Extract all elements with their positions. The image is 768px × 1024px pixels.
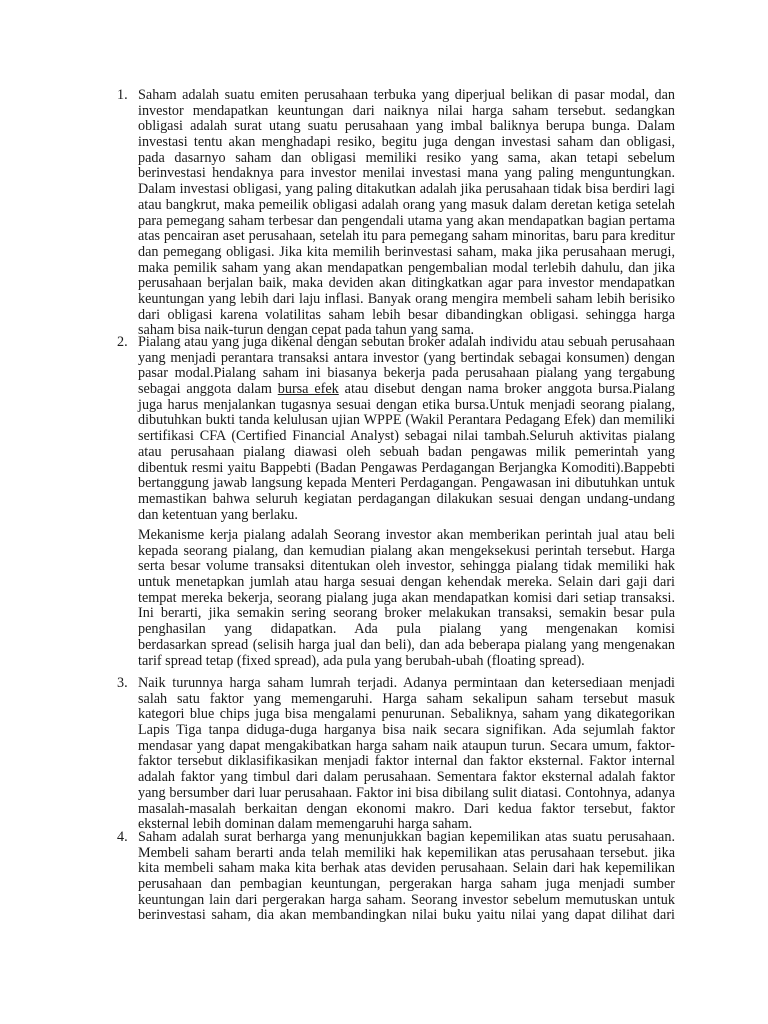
text-line: atau bangkrut, maka pemeilik obligasi adalah orang yang masuk dalam deretan ketiga setelah	[138, 196, 675, 213]
text-line: tempat mereka bekerja, seorang pialang juga akan mendapatkan komisi dari setiap transaksi.	[138, 589, 675, 606]
text-line: faktor tersebut diklasifikasikan menjadi faktor internal dan faktor eksternal. Faktor internal	[138, 753, 675, 770]
text-line: kita membeli saham maka kita berhak atas deviden perusahaan. Selain dari hak kepemilikan	[138, 860, 675, 877]
text-line: berinvestasi hendaknya para investor menilai investasi mana yang paling menguntungkan.	[138, 165, 675, 182]
text-line: investasi tentu akan menghadapi resiko, begitu juga dengan investasi saham dan obligasi,	[138, 134, 675, 151]
text-line: kepada seorang pialang, dan kemudian pialang akan mengeksekusi perintah tersebut. Harga	[138, 542, 675, 559]
paragraph	[138, 830, 675, 924]
text-line: atau perusahaan pialang diawasi oleh sebuah badan pengawas milik pemerintah yang	[138, 443, 675, 460]
text-line: juga harus menjalankan tugasnya sesuai dengan etika bursa.Untuk menjadi seorang pialang,	[138, 396, 675, 413]
text-line: pada dasarnyo saham dan obligasi memiliki resiko yang sama, akan tetapi sebelum	[138, 149, 675, 166]
text-line: untuk menetapkan jumlah atau harga sesuai dengan kehendak mereka. Selain dari gaji dari	[138, 574, 675, 591]
text-line: Dalam investasi obligasi, yang paling ditakutkan adalah jika perusahaan tidak bisa berdiri lagi	[138, 181, 675, 198]
text-line: sertifikasi CFA (Certified Financial Analyst) sebagai nilai tambah.Seluruh aktivitas pialang	[138, 428, 675, 445]
text-line: Mekanisme kerja pialang adalah Seorang investor akan memberikan perintah jual atau beli	[138, 527, 675, 543]
text-line: penghasilan yang didapatkan. Ada pula pialang yang mengenakan komisi	[138, 621, 675, 638]
text-line: yang bersumber dari luar perusahaan. Faktor ini bisa dibilang sulit diatasi. Contohnya, adanya	[138, 784, 675, 801]
text-run: atau disebut dengan nama broker anggota bursa.Pialang	[338, 381, 675, 398]
text-line: Ini berarti, jika semakin sering seorang broker melakukan transaksi, semakin besar pula	[138, 605, 675, 622]
text-line: perusahaan dan pembagian keuntungan, pergerakan harga saham juga menjadi sumber	[138, 876, 675, 893]
text-line: Saham adalah surat berharga yang menunjukkan bagian kepemilikan atas suatu perusahaan.	[138, 829, 675, 845]
text-line: atas pencairan aset perusahaan, setelah itu para pemegang saham minoritas, baru para kreditur	[138, 228, 675, 245]
text-line: mendasar yang dapat mengakibatkan harga saham naik ataupun turun. Secara umum, faktor-	[138, 737, 675, 754]
text-line: maka pemilik saham yang akan mendapatkan pengembalian modal terlebih dahulu, dan jika	[138, 259, 675, 276]
text-line: saham bisa naik-turun dengan cepat pada tahun yang sama.	[138, 322, 475, 339]
text-line: Naik turunnya harga saham lumrah terjadi. Adanya permintaan dan ketersediaan menjadi	[138, 675, 675, 691]
list-number: 4.	[117, 829, 128, 845]
text-line: Membeli saham berarti anda telah memiliki hak kepemilikan atas perusahaan tersebut. jika	[138, 844, 675, 861]
bursa-efek-link[interactable]: bursa efek	[277, 381, 339, 398]
text-run: sebagai anggota dalam	[138, 381, 278, 398]
text-line: adalah faktor yang timbul dari dalam perusahaan. Sementara faktor eksternal adalah faktor	[138, 769, 675, 786]
text-line: perusahaan berjalan baik, maka deviden akan ditingkatkan agar para investor mendapatkan	[138, 275, 675, 292]
text-line: investor mendapatkan keuntungan dari naiknya nilai harga saham tersebut. sedangkan	[138, 102, 675, 119]
text-line: keuntungan lain dari pergerakan harga saham. Seorang investor sebelum memutuskan untuk	[138, 891, 675, 908]
text-line: salah satu faktor yang memengaruhi. Harga saham sekalipun saham tersebut masuk	[138, 690, 675, 707]
text-line: Lapis Tiga tanpa diduga-duga harganya bisa naik secara signifikan. Ada sejumlah faktor	[138, 722, 675, 739]
text-line: dari obligasi karena volatilitas saham lebih besar dibandingkan obligasi. sehingga harga	[138, 306, 675, 323]
text-line-with-link	[138, 382, 675, 398]
text-line: dan ketentuan yang berlaku.	[138, 506, 298, 523]
text-line: serta besar volume transaksi ditentukan oleh investor, sehingga pialang tidak memiliki hak	[138, 558, 675, 575]
text-line: berinvestasi saham, dia akan membandingkan nilai buku yaitu nilai yang dapat dilihat dari	[138, 907, 675, 924]
paragraph	[138, 88, 675, 339]
text-line: bertanggung jawab langsung kepada Menteri Perdagangan. Pengawasan ini dibutuhkan untuk	[138, 475, 675, 492]
list-number: 3.	[117, 675, 128, 691]
text-line: dibutuhkan bukti tanda kelulusan ujian WPPE (Wakil Perantara Pedagang Efek) dan memiliki	[138, 412, 675, 429]
paragraph	[138, 676, 675, 833]
text-line: Pialang atau yang juga dikenal dengan sebutan broker adalah individu atau sebuah perusahaan	[138, 334, 675, 350]
text-line: keuntungan yang lebih dari laju inflasi. Banyak orang mengira membeli saham lebih berisiko	[138, 290, 675, 307]
paragraph	[138, 335, 675, 523]
list-number: 1.	[117, 87, 128, 103]
text-line: Saham adalah suatu emiten perusahaan terbuka yang diperjual belikan di pasar modal, dan	[138, 87, 675, 103]
list-number: 2.	[117, 334, 128, 350]
text-line: pasar modal.Pialang saham ini biasanya bekerja pada perusahaan pialang yang tergabung	[138, 365, 675, 382]
text-line: tarif spread tetap (fixed spread), ada pula yang berubah-ubah (floating spread).	[138, 652, 585, 669]
text-line: kategori blue chips juga bisa mengalami penurunan. Sebaliknya, saham yang dikategorikan	[138, 706, 675, 723]
text-line: masalah-masalah berkaitan dengan ekonomi makro. Dari kedua faktor tersebut, faktor	[138, 800, 675, 817]
text-line: obligasi adalah surat utang suatu perusahaan yang imbal baliknya berupa bunga. Dalam	[138, 118, 675, 135]
text-line: para pemegang saham terbesar dan pengendali utama yang akan mendapatkan bagian pertama	[138, 212, 675, 229]
text-line: eksternal lebih dominan dalam memengaruhi harga saham.	[138, 816, 473, 833]
text-line: memastikan bahwa seluruh kegiatan perdagangan dilakukan sesuai dengan undang-undang	[138, 490, 675, 507]
text-line: berdasarkan spread (selisih harga jual dan beli), dan ada beberapa pialang yang mengenakan	[138, 636, 675, 653]
paragraph-continued	[138, 528, 675, 669]
text-line: dibentuk resmi yaitu Bappebti (Badan Pengawas Perdagangan Berjangka Komoditi).Bappebti	[138, 459, 675, 476]
text-line: yang menjadi perantara transaksi antara investor (yang bertindak sebagai konsumen) dengan	[138, 349, 675, 366]
text-line: dan pemegang obligasi. Jika kita memilih berinvestasi saham, maka jika perusahaan merugi,	[138, 243, 675, 260]
